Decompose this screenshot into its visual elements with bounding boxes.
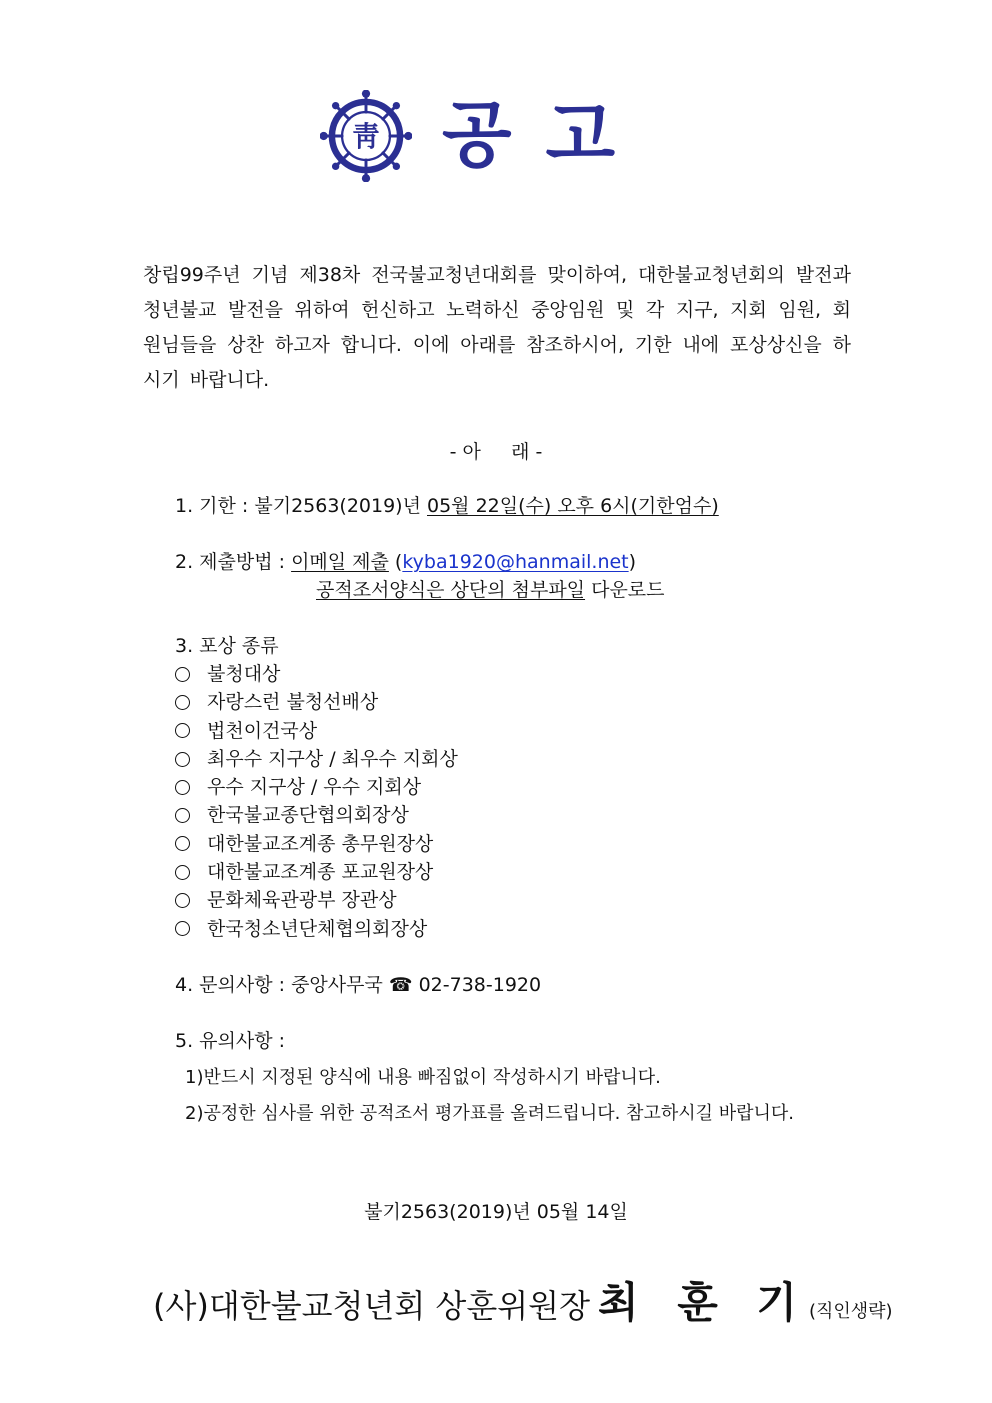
submission-method: 이메일 제출 bbox=[291, 551, 389, 573]
phone-number: 02-738-1920 bbox=[412, 974, 542, 996]
signer-organization: (사)대한불교청년회 상훈위원장 bbox=[153, 1287, 590, 1325]
attachment-note: 공적조서양식은 상단의 첨부파일 bbox=[316, 579, 586, 601]
awards-heading: 3. 포상 종류 bbox=[175, 635, 279, 657]
signature-block bbox=[153, 1270, 893, 1330]
inquiry-prefix: 4. 문의사항 : 중앙사무국 bbox=[175, 974, 389, 996]
award-list bbox=[175, 660, 458, 943]
list-item bbox=[175, 745, 458, 773]
notes-heading: 5. 유의사항 : bbox=[175, 1030, 286, 1052]
list-item bbox=[175, 830, 458, 858]
deadline-item bbox=[175, 492, 719, 520]
submission-prefix: 2. 제출방법 : bbox=[175, 551, 292, 573]
circle-bullet-icon bbox=[175, 780, 190, 795]
intro-paragraph: 창립99주년 기념 제38차 전국불교청년대회를 맞이하여, 대한불교청년회의 발전과 청년불교 발전을 위하여 헌신하고 노력하신 중앙임원 및 각 지구, 지회 임원, 회원님들을 상찬 하고자 합니다. 이에 아래를 참조하시어, 기한 내에 포상상신을 하시기 바랍니다. bbox=[143, 264, 851, 391]
note-item: 2)공정한 심사를 위한 공적조서 평가표를 올려드립니다. 참고하시길 바랍니다. bbox=[185, 1103, 794, 1124]
award-label: 한국불교종단협의회장상 bbox=[207, 804, 409, 827]
list-item bbox=[175, 858, 458, 886]
emblem-character: 靑 bbox=[352, 120, 380, 154]
telephone-icon: ☎ bbox=[388, 974, 413, 996]
circle-bullet-icon bbox=[175, 865, 190, 880]
circle-bullet-icon bbox=[175, 667, 190, 682]
notice-header bbox=[320, 90, 680, 180]
award-label: 우수 지구상 / 우수 지회상 bbox=[207, 776, 422, 799]
circle-bullet-icon bbox=[175, 836, 190, 851]
paren-close: ) bbox=[628, 551, 637, 573]
award-label: 불청대상 bbox=[207, 663, 281, 685]
email-link[interactable]: kyba1920@hanmail.net bbox=[402, 551, 629, 573]
paren-open: ( bbox=[388, 551, 403, 573]
submission-note bbox=[316, 576, 665, 604]
list-item bbox=[175, 886, 458, 914]
issue-date: 불기2563(2019)년 05월 14일 bbox=[364, 1201, 628, 1223]
submission-item bbox=[175, 548, 636, 576]
page-title: 공고 bbox=[442, 93, 650, 177]
list-item bbox=[175, 773, 458, 801]
inquiry-item bbox=[175, 971, 541, 999]
award-label: 한국청소년단체협의회장상 bbox=[207, 917, 428, 940]
circle-bullet-icon bbox=[175, 723, 190, 738]
circle-bullet-icon bbox=[175, 921, 190, 936]
list-item bbox=[175, 717, 458, 745]
section-divider-label: - 아 래 - bbox=[449, 441, 543, 463]
list-item bbox=[175, 660, 458, 688]
note-item: 1)반드시 지정된 양식에 내용 빠짐없이 작성하시기 바랍니다. bbox=[185, 1067, 661, 1088]
award-label: 법천이건국상 bbox=[207, 719, 318, 742]
award-label: 문화체육관광부 장관상 bbox=[207, 889, 397, 912]
list-item bbox=[175, 801, 458, 829]
signer-name: 최 훈 기 bbox=[598, 1278, 809, 1327]
list-item bbox=[175, 915, 458, 943]
dharma-wheel-emblem-icon bbox=[320, 90, 412, 182]
list-item bbox=[175, 688, 458, 716]
seal-omitted-note: (직인생략) bbox=[808, 1301, 893, 1322]
circle-bullet-icon bbox=[175, 808, 190, 823]
award-label: 자랑스런 불청선배상 bbox=[207, 691, 379, 714]
award-label: 대한불교조계종 총무원장상 bbox=[207, 832, 434, 855]
deadline-emphasis: 05월 22일(수) 오후 6시(기한엄수) bbox=[427, 495, 719, 517]
circle-bullet-icon bbox=[175, 695, 190, 710]
award-label: 대한불교조계종 포교원장상 bbox=[207, 861, 434, 884]
circle-bullet-icon bbox=[175, 893, 190, 908]
circle-bullet-icon bbox=[175, 752, 190, 767]
award-label: 최우수 지구상 / 최우수 지회상 bbox=[207, 747, 458, 770]
download-note: 다운로드 bbox=[585, 579, 665, 601]
deadline-prefix: 1. 기한 : 불기2563(2019)년 bbox=[175, 495, 427, 517]
